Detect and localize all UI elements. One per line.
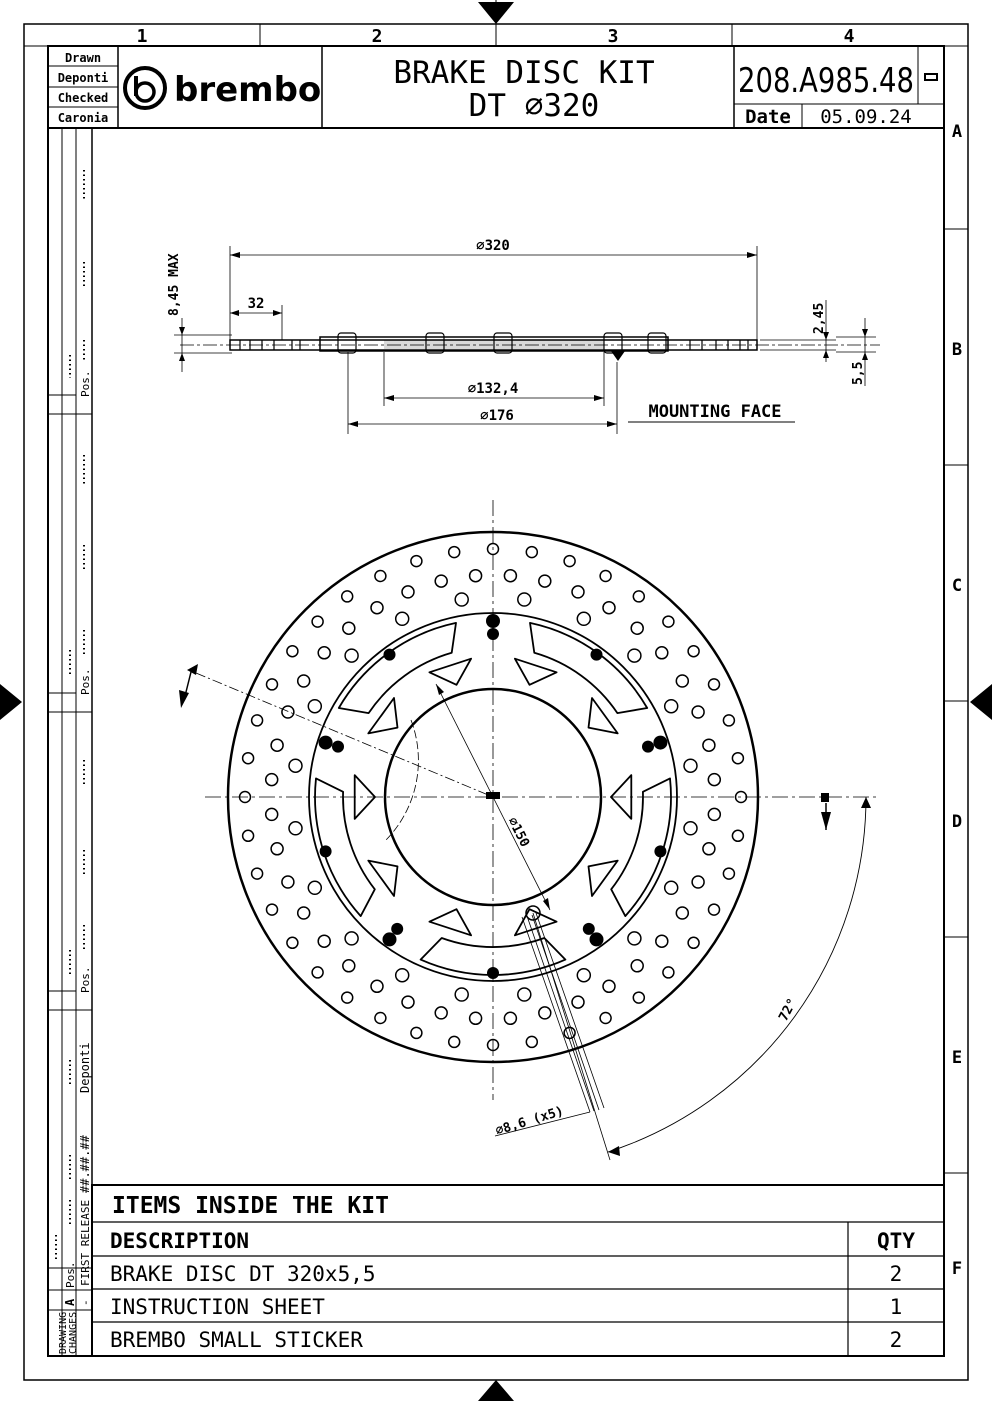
- part-number: 208.A985.48: [738, 61, 914, 101]
- drill-hole: [266, 808, 278, 820]
- drill-hole: [577, 612, 590, 625]
- drill-hole: [709, 904, 720, 915]
- carrier-window: [429, 909, 471, 935]
- floating-button: [391, 923, 403, 935]
- strip-change-a: A: [63, 1298, 77, 1306]
- strip-change-pos: Pos.: [64, 1261, 77, 1288]
- dim-outer-diameter: ∅320: [476, 238, 510, 254]
- drill-hole: [665, 700, 678, 713]
- drill-hole: [539, 1007, 551, 1019]
- drill-hole: [732, 830, 743, 841]
- grid-row-d: D: [951, 812, 963, 832]
- kit-item-description: BRAKE DISC DT 320x5,5: [110, 1262, 376, 1286]
- floating-button: [591, 649, 603, 661]
- drill-hole: [371, 602, 383, 614]
- drill-hole: [656, 935, 668, 947]
- drill-hole: [723, 715, 734, 726]
- drill-hole: [271, 739, 283, 751]
- dim-pitch-circle: ∅132,4: [467, 381, 519, 397]
- kit-col-description: DESCRIPTION: [110, 1229, 250, 1253]
- drill-hole: [342, 992, 353, 1003]
- floating-button: [642, 741, 654, 753]
- date-value: 05.09.24: [820, 106, 912, 128]
- grid-row-dividers: [944, 229, 968, 1173]
- strip-drawing-changes-2: CHANGES: [68, 1311, 79, 1354]
- drill-hole: [402, 586, 414, 598]
- drill-hole: [411, 556, 422, 567]
- grid-column-2: 2: [371, 26, 383, 47]
- kit-heading: ITEMS INSIDE THE KIT: [112, 1193, 389, 1219]
- dim-band-width: 32: [247, 296, 265, 312]
- drill-hole: [243, 753, 254, 764]
- floating-button: [320, 845, 332, 857]
- floating-button: [319, 736, 333, 750]
- drill-hole: [375, 1013, 386, 1024]
- drill-hole: [709, 679, 720, 690]
- strip-release-date: ##.##.##: [78, 1135, 92, 1193]
- dim-max-height: 8,45 MAX: [167, 253, 182, 316]
- drill-hole: [600, 1013, 611, 1024]
- carrier-window: [515, 659, 557, 685]
- drill-hole: [449, 1036, 460, 1047]
- logo-text: brembo: [174, 70, 322, 110]
- drill-hole: [298, 907, 310, 919]
- carrier-window: [368, 698, 397, 733]
- dim-thickness: 5,5: [851, 361, 866, 385]
- drill-hole: [312, 967, 323, 978]
- drill-hole: [435, 1007, 447, 1019]
- drill-hole: [628, 932, 641, 945]
- mounting-face-label: MOUNTING FACE: [648, 402, 782, 422]
- grid-row-b: B: [951, 340, 963, 360]
- outer-frame: [24, 24, 968, 1380]
- strip-drawing-changes-1: DRAWING: [58, 1311, 69, 1354]
- kit-item-description: INSTRUCTION SHEET: [110, 1295, 325, 1319]
- drill-hole: [243, 830, 254, 841]
- grid-row-c: C: [951, 576, 963, 596]
- grid-row-e: E: [951, 1048, 963, 1068]
- carrier-window: [429, 659, 471, 685]
- drill-hole: [572, 586, 584, 598]
- drill-hole: [688, 646, 699, 657]
- drill-hole: [633, 591, 644, 602]
- drill-hole: [318, 647, 330, 659]
- drill-hole: [289, 759, 302, 772]
- drill-hole: [703, 739, 715, 751]
- drill-hole: [271, 843, 283, 855]
- grid-row-f: F: [951, 1259, 963, 1279]
- front-view: [179, 500, 880, 1160]
- floating-button: [654, 845, 666, 857]
- drill-hole: [396, 969, 409, 982]
- floating-button: [383, 932, 397, 946]
- floating-button: [332, 741, 344, 753]
- drill-hole: [526, 547, 537, 558]
- drill-hole: [252, 868, 263, 879]
- kit-item-qty: 1: [889, 1295, 903, 1319]
- floating-button: [583, 923, 595, 935]
- drill-hole: [345, 932, 358, 945]
- drill-hole: [266, 774, 278, 786]
- drill-hole: [308, 700, 321, 713]
- strip-pos-1: Pos.: [79, 370, 92, 397]
- carrier-window: [589, 698, 618, 733]
- drill-hole: [402, 996, 414, 1008]
- drill-hole: [577, 969, 590, 982]
- drill-hole: [631, 622, 643, 634]
- drill-hole: [298, 675, 310, 687]
- drill-hole: [287, 937, 298, 948]
- drill-hole: [345, 649, 358, 662]
- drill-hole: [267, 679, 278, 690]
- carrier-window: [368, 861, 397, 896]
- kit-item-qty: 2: [889, 1328, 903, 1352]
- drill-hole: [692, 876, 704, 888]
- title-line-1: BRAKE DISC KIT: [393, 55, 655, 91]
- drill-hole: [656, 647, 668, 659]
- date-label: Date: [745, 106, 791, 128]
- drill-hole: [572, 996, 584, 1008]
- drill-hole: [504, 1012, 516, 1024]
- drill-hole: [603, 980, 615, 992]
- revision-box-mark: [925, 74, 937, 80]
- drill-hole: [343, 960, 355, 972]
- drill-hole: [312, 616, 323, 627]
- kit-item-description: BREMBO SMALL STICKER: [110, 1328, 363, 1352]
- drill-hole: [688, 937, 699, 948]
- brembo-logo: [125, 68, 321, 110]
- strip-pos-2: Pos.: [79, 668, 92, 695]
- drill-hole: [723, 868, 734, 879]
- drill-hole: [628, 649, 641, 662]
- drill-hole: [684, 822, 697, 835]
- kit-row: [110, 1262, 902, 1286]
- drill-hole: [287, 646, 298, 657]
- drill-hole: [665, 881, 678, 894]
- dim-offset: 2,45: [812, 302, 827, 334]
- role-checked: Checked: [57, 91, 109, 105]
- drill-hole: [703, 843, 715, 855]
- carrier-slot: [530, 623, 647, 713]
- drill-hole: [342, 591, 353, 602]
- drill-hole: [600, 571, 611, 582]
- drill-hole: [396, 612, 409, 625]
- kit-row: [110, 1328, 902, 1352]
- drill-hole: [282, 706, 294, 718]
- drill-hole: [539, 575, 551, 587]
- drill-hole: [411, 1027, 422, 1038]
- strip-dotted-fields: [56, 170, 84, 1260]
- floating-button: [653, 736, 667, 750]
- role-drawer-name: Deponti: [57, 71, 109, 85]
- grid-column-4: 4: [843, 26, 855, 47]
- drill-hole: [435, 575, 447, 587]
- drill-hole: [375, 571, 386, 582]
- drill-hole: [470, 1012, 482, 1024]
- strip-designer: Deponti: [78, 1042, 92, 1093]
- drill-hole: [308, 881, 321, 894]
- drill-hole: [343, 622, 355, 634]
- dim-angle: 72°: [776, 996, 801, 1024]
- role-checker-name: Caronia: [57, 111, 109, 125]
- dim-inner-diameter: ∅176: [480, 408, 514, 424]
- drill-hole: [289, 822, 302, 835]
- drill-hole: [455, 593, 468, 606]
- grid-row-a: A: [951, 122, 963, 142]
- drill-hole: [518, 593, 531, 606]
- title-line-2: DT ∅320: [468, 88, 600, 124]
- drill-hole: [732, 753, 743, 764]
- floating-button: [384, 649, 396, 661]
- drill-hole: [603, 602, 615, 614]
- drill-hole: [470, 570, 482, 582]
- drill-hole: [526, 1036, 537, 1047]
- dim-center-bore: ∅150: [504, 815, 533, 850]
- kit-item-qty: 2: [889, 1262, 903, 1286]
- drill-hole: [676, 907, 688, 919]
- strip-pos-3: Pos.: [79, 966, 92, 993]
- drill-hole: [449, 547, 460, 558]
- drill-hole: [663, 967, 674, 978]
- strip-dash-1: -: [79, 1299, 92, 1306]
- drill-hole: [692, 706, 704, 718]
- drill-hole: [708, 774, 720, 786]
- grid-column-3: 3: [607, 26, 619, 47]
- drill-hole: [282, 876, 294, 888]
- drill-hole: [267, 904, 278, 915]
- drill-hole: [633, 992, 644, 1003]
- side-view: [167, 238, 880, 434]
- drill-hole: [455, 988, 468, 1001]
- dim-mount-holes: ∅8,6 (x5): [493, 1103, 566, 1139]
- grid-column-1: 1: [136, 26, 148, 47]
- floating-button: [590, 932, 604, 946]
- kit-col-qty: QTY: [877, 1229, 915, 1253]
- drill-hole: [318, 935, 330, 947]
- drill-hole: [708, 808, 720, 820]
- drill-hole: [564, 556, 575, 567]
- drill-hole: [518, 988, 531, 1001]
- drill-hole: [663, 616, 674, 627]
- carrier-slot: [339, 623, 456, 713]
- drill-hole: [631, 960, 643, 972]
- drill-hole: [252, 715, 263, 726]
- carrier-window: [589, 861, 618, 896]
- role-drawn: Drawn: [64, 51, 102, 65]
- drill-hole: [371, 980, 383, 992]
- strip-first-release: FIRST RELEASE: [79, 1199, 92, 1286]
- drill-hole: [504, 570, 516, 582]
- kit-row: [110, 1295, 902, 1319]
- drill-hole: [676, 675, 688, 687]
- drill-hole: [684, 759, 697, 772]
